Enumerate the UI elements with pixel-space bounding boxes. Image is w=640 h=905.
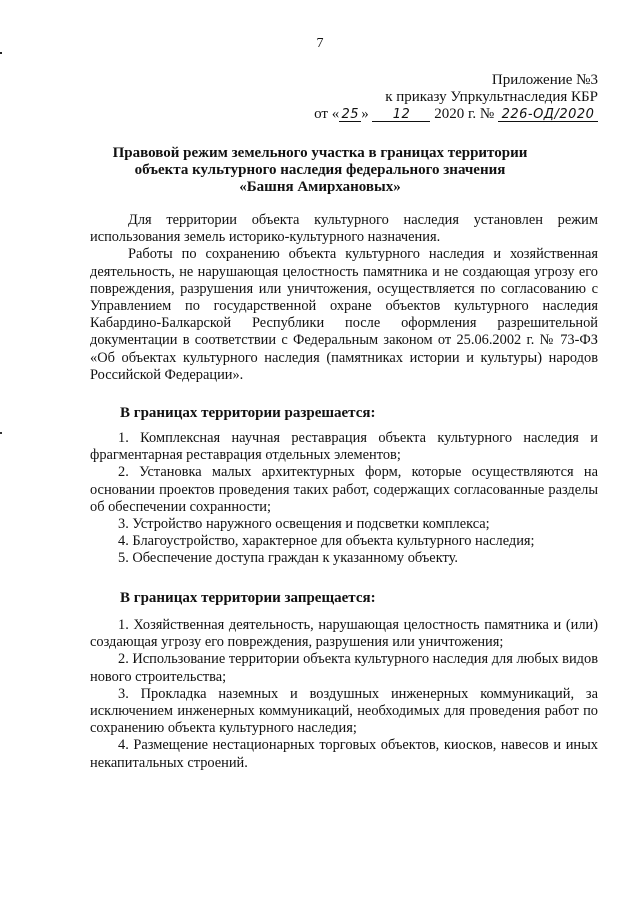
allowed-list	[90, 430, 598, 568]
list-item: 2. Установка малых архитектурных форм, которые осуществляются на основании проектов проведения таких работ, содержащих согласованные разделы об обеспечении сохранности;	[90, 464, 598, 515]
scan-mark	[0, 432, 2, 434]
order-day: 25	[339, 108, 361, 122]
scan-mark	[0, 52, 2, 54]
list-item: 1. Комплексная научная реставрация объекта культурного наследия и фрагментарная реставрация отдельных элементов;	[90, 430, 598, 464]
order-date-line: от « 25 » 12 2020 г. № 226-ОД/2020	[314, 106, 598, 123]
intro-section	[90, 212, 598, 384]
order-reference: к приказу Упркультнаследия КБР	[385, 89, 598, 105]
order-number: 226-ОД/2020	[498, 108, 598, 122]
page-number: 7	[316, 36, 324, 51]
list-item: 4. Размещение нестационарных торговых объектов, киосков, навесов и иных некапитальных строений.	[90, 737, 598, 771]
intro-paragraph: Для территории объекта культурного наследия установлен режим использования земель историко-культурного назначения.	[90, 212, 598, 246]
document-title: Правовой режим земельного участка в границах территории объекта культурного наследия федерального значения «Башня Амирхановых»	[112, 145, 528, 195]
list-item: 4. Благоустройство, характерное для объекта культурного наследия;	[118, 533, 535, 550]
intro-paragraph: Работы по сохранению объекта культурного наследия и хозяйственная деятельность, не нарушающая целостность памятника и не создающая угрозу его повреждения, разрушения или уничтожения, осуществляется по согласованию с Управлением по государственной охране объектов культурного наследия Кабардино-Балкарской Республики после оформления разрешительной документации в соответствии с Федеральным законом от 25.06.2002 г. № 73-ФЗ «Об объектах культурного наследия (памятниках истории и культуры) народов Российской Федерации».	[90, 246, 598, 383]
appendix-label: Приложение №3	[491, 72, 598, 88]
list-item: 2. Использование территории объекта культурного наследия для любых видов нового строительства;	[90, 651, 598, 685]
list-item: 5. Обеспечение доступа граждан к указанному объекту.	[118, 550, 458, 567]
list-item: 3. Прокладка наземных и воздушных инженерных коммуникаций, за исключением инженерных коммуникаций, необходимых для проведения работ по сохранению объекта культурного наследия;	[90, 685, 598, 737]
forbidden-list	[90, 617, 598, 772]
appendix-header	[314, 72, 598, 123]
forbidden-heading: В границах территории запрещается:	[120, 590, 376, 606]
list-item: 1. Хозяйственная деятельность, нарушающая целостность памятника и (или) создающая угрозу его повреждения, разрушения или уничтожения;	[90, 617, 598, 651]
allowed-heading: В границах территории разрешается:	[120, 405, 376, 421]
order-month: 12	[372, 108, 430, 122]
list-item: 3. Устройство наружного освещения и подсветки комплекса;	[118, 516, 490, 533]
